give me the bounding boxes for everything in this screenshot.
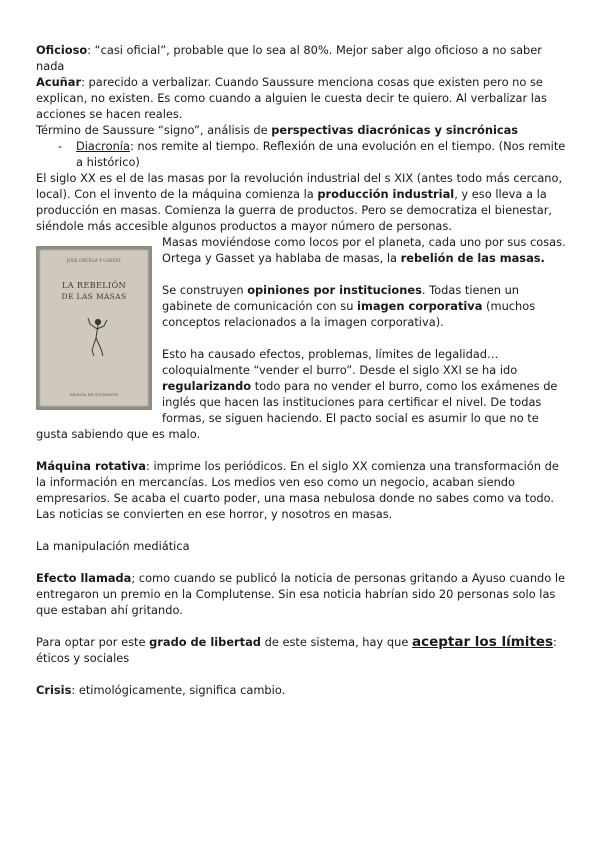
book-title-line2: DE LAS MASAS	[61, 292, 127, 301]
bold-grado-libertad: grado de libertad	[149, 635, 261, 649]
term-diacronia: Diacronía	[76, 139, 130, 153]
term-maquina-rotativa: Máquina rotativa	[36, 459, 146, 473]
bold-opiniones: opiniones por instituciones	[247, 283, 422, 297]
text-instituciones-post: (muchos conceptos relacionados a la imagen corporativa).	[162, 299, 536, 329]
bullet-content	[76, 138, 568, 170]
term-acunar: Acuñar	[36, 75, 82, 89]
float-section	[36, 234, 568, 442]
section-heading: La manipulación mediática	[36, 539, 190, 553]
text-saussure: Término de Saussure “signo”, análisis de	[36, 123, 272, 137]
text-efecto-llamada: ; como cuando se publicó la noticia de personas gritando a Ayuso cuando le entregaron un premio en la Complutense. Sin esa noticia habrían sido 20 personas solo las que estaban ahí gritando.	[36, 571, 566, 617]
bold-produccion-industrial: producción industrial	[317, 187, 455, 201]
bold-rebelion: rebelión de las masas.	[400, 251, 545, 265]
paragraph-acunar	[36, 74, 568, 122]
book-cover-illustration	[36, 246, 152, 410]
text-grado-pre: Para optar por este	[36, 635, 150, 649]
text-crisis: : etimológicamente, significa cambio.	[71, 683, 286, 697]
aceptar-limites-emphasis: aceptar los límites	[411, 634, 554, 650]
paragraph-crisis	[36, 682, 568, 698]
term-oficioso: Oficioso	[36, 43, 88, 57]
spacer	[36, 618, 568, 634]
text-masas: Masas moviéndose como locos por el planeta, cada uno por sus cosas. Ortega y Gasset ya hablaba de masas, la	[162, 235, 566, 265]
paragraph-siglo-xx	[36, 170, 568, 234]
paragraph-maquina-rotativa	[36, 458, 568, 522]
paragraph-efecto-llamada	[36, 570, 568, 618]
text-acunar: : parecido a verbalizar. Cuando Saussure menciona cosas que existen pero no se explican, no existen. Es como cuando a alguien le cuesta decir te quiero. Al verbalizar las acciones se hacen reales.	[36, 75, 547, 121]
book-cover-image	[36, 246, 152, 410]
bold-regularizando: regularizando	[162, 379, 252, 393]
text-efectos-pre: Esto ha causado efectos, problemas, límites de legalidad…coloquialmente “vender el burro”. Desde el siglo XXI se ha ido	[162, 347, 518, 377]
text-grado-mid: de este sistema, hay que	[260, 635, 412, 649]
spacer	[36, 666, 568, 682]
book-publisher: REVISTA DE OCCIDENTE	[70, 393, 118, 397]
term-efecto-llamada: Efecto llamada	[36, 571, 132, 585]
text-instituciones-pre: Se construyen	[162, 283, 248, 297]
book-title-line1: LA REBELIÓN	[62, 280, 126, 290]
bold-imagen-corporativa: imagen corporativa	[357, 299, 483, 313]
text-oficioso: : “casi oficial”, probable que lo sea al 80%. Mejor saber algo oficioso a no saber nada	[36, 43, 542, 73]
text-diacronia: : nos remite al tiempo. Reflexión de una evolución en el tiempo. (Nos remite a histórico)	[76, 139, 566, 169]
bold-perspectivas: perspectivas diacrónicas y sincrónicas	[271, 123, 519, 137]
paragraph-oficioso	[36, 42, 568, 74]
paragraph-saussure	[36, 122, 568, 138]
bullet-dash: -	[58, 139, 63, 153]
text-siglo-xx-pre: El siglo XX es el de las masas por la revolución industrial del s XIX (antes todo más cercano, local). Con el invento de la máquina comienza la	[36, 171, 563, 201]
text-grado-post: : éticos y sociales	[36, 635, 557, 665]
book-author: JOSÉ ORTEGA Y GASSET	[66, 258, 122, 263]
spacer	[36, 554, 568, 570]
term-crisis: Crisis	[36, 683, 72, 697]
text-instituciones-mid: . Todas tienen un gabinete de comunicación con su	[162, 283, 520, 313]
spacer	[36, 442, 568, 458]
text-efectos-post: todo para no vender el burro, como los exámenes de inglés que hacen las instituciones para certificar el nivel. De todas formas, se siguen haciendo. El pacto social es asumir lo que no te gusta sabiendo que es malo.	[36, 379, 558, 441]
paragraph-grado-libertad	[36, 634, 568, 666]
document-page	[36, 42, 568, 698]
spacer	[36, 522, 568, 538]
text-siglo-xx-post: , y eso lleva a la producción en masas. Comienza la guerra de productos. Pero se democratiza el bienestar, siéndole más accesible algunos productos a mayor número de personas.	[36, 187, 552, 233]
bullet-diacronia	[36, 138, 568, 170]
text-maquina-rotativa: : imprime los periódicos. En el siglo XX comienza una transformación de la información en mercancías. Los medios ven eso como un negocio, acaban siendo empresarios. Se acaba el cuarto poder, una masa nebulosa donde no sabes como va todo. Las noticias se convierten en ese horror, y nosotros en masas.	[36, 459, 559, 521]
